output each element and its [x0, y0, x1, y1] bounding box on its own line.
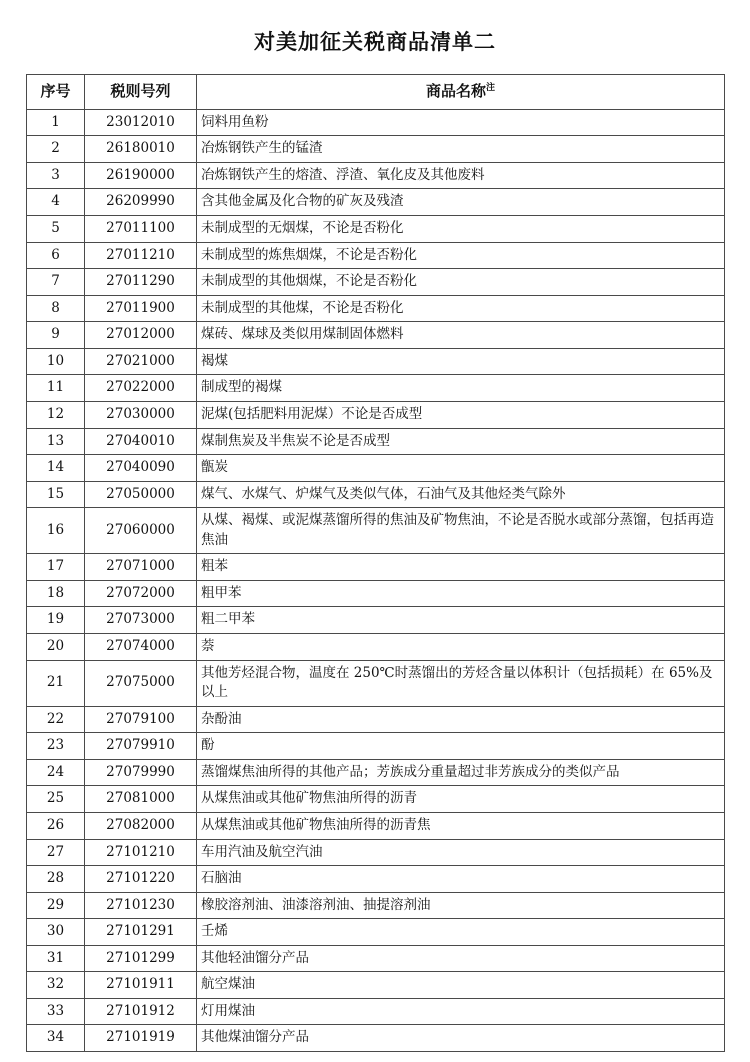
cell-seq: 12 [27, 401, 85, 428]
table-row [27, 812, 725, 839]
table-row [27, 162, 725, 189]
column-header-seq: 序号 [27, 75, 85, 110]
cell-seq: 21 [27, 660, 85, 706]
cell-seq: 2 [27, 136, 85, 163]
table-row [27, 607, 725, 634]
cell-name: 冶炼钢铁产生的锰渣 [197, 136, 725, 163]
cell-code: 27101210 [85, 839, 197, 866]
table-row [27, 242, 725, 269]
cell-name: 从煤焦油或其他矿物焦油所得的沥青焦 [197, 812, 725, 839]
cell-seq: 18 [27, 580, 85, 607]
cell-name: 杂酚油 [197, 706, 725, 733]
table-row [27, 401, 725, 428]
cell-seq: 34 [27, 1025, 85, 1052]
column-header-code: 税则号列 [85, 75, 197, 110]
cell-name: 粗苯 [197, 554, 725, 581]
cell-name: 壬烯 [197, 919, 725, 946]
cell-seq: 24 [27, 759, 85, 786]
cell-code: 27072000 [85, 580, 197, 607]
table-row [27, 189, 725, 216]
cell-code: 23012010 [85, 109, 197, 136]
table-row [27, 660, 725, 706]
table-row [27, 109, 725, 136]
cell-name: 煤气、水煤气、炉煤气及类似气体，石油气及其他烃类气除外 [197, 481, 725, 508]
cell-seq: 14 [27, 455, 85, 482]
table-row [27, 428, 725, 455]
cell-code: 26190000 [85, 162, 197, 189]
cell-seq: 6 [27, 242, 85, 269]
cell-code: 27021000 [85, 348, 197, 375]
cell-code: 27079910 [85, 733, 197, 760]
table-row [27, 269, 725, 296]
cell-code: 27040090 [85, 455, 197, 482]
cell-seq: 27 [27, 839, 85, 866]
cell-seq: 7 [27, 269, 85, 296]
cell-name: 褐煤 [197, 348, 725, 375]
cell-code: 26209990 [85, 189, 197, 216]
table-row [27, 375, 725, 402]
cell-seq: 9 [27, 322, 85, 349]
cell-name: 制成型的褐煤 [197, 375, 725, 402]
table-row [27, 136, 725, 163]
cell-name: 甑炭 [197, 455, 725, 482]
cell-seq: 4 [27, 189, 85, 216]
table-row [27, 759, 725, 786]
cell-name: 其他芳烃混合物，温度在 250℃时蒸馏出的芳烃含量以体积计（包括损耗）在 65%及以上 [197, 660, 725, 706]
cell-seq: 19 [27, 607, 85, 634]
cell-name: 煤制焦炭及半焦炭不论是否成型 [197, 428, 725, 455]
table-row [27, 580, 725, 607]
cell-seq: 15 [27, 481, 85, 508]
cell-seq: 17 [27, 554, 85, 581]
cell-code: 27073000 [85, 607, 197, 634]
table-row [27, 322, 725, 349]
column-header-name-text: 商品名称 [425, 82, 486, 100]
table-row [27, 892, 725, 919]
cell-name: 粗二甲苯 [197, 607, 725, 634]
table-row [27, 348, 725, 375]
table-header [27, 75, 725, 110]
cell-seq: 23 [27, 733, 85, 760]
table-row [27, 706, 725, 733]
cell-seq: 22 [27, 706, 85, 733]
cell-code: 27011100 [85, 216, 197, 243]
cell-name: 含其他金属及化合物的矿灰及残渣 [197, 189, 725, 216]
table-row [27, 945, 725, 972]
cell-seq: 10 [27, 348, 85, 375]
cell-name: 未制成型的其他煤，不论是否粉化 [197, 295, 725, 322]
cell-code: 27012000 [85, 322, 197, 349]
table-row [27, 295, 725, 322]
cell-code: 27081000 [85, 786, 197, 813]
cell-code: 27101220 [85, 866, 197, 893]
cell-seq: 1 [27, 109, 85, 136]
cell-code: 27030000 [85, 401, 197, 428]
cell-name: 煤砖、煤球及类似用煤制固体燃料 [197, 322, 725, 349]
cell-seq: 31 [27, 945, 85, 972]
table-body [27, 109, 725, 1051]
cell-code: 27050000 [85, 481, 197, 508]
cell-code: 27079990 [85, 759, 197, 786]
cell-name: 蒸馏煤焦油所得的其他产品；芳族成分重量超过非芳族成分的类似产品 [197, 759, 725, 786]
cell-seq: 26 [27, 812, 85, 839]
cell-code: 27082000 [85, 812, 197, 839]
cell-name: 车用汽油及航空汽油 [197, 839, 725, 866]
table-row [27, 972, 725, 999]
cell-name: 橡胶溶剂油、油漆溶剂油、抽提溶剂油 [197, 892, 725, 919]
table-row [27, 733, 725, 760]
cell-seq: 16 [27, 508, 85, 554]
cell-name: 酚 [197, 733, 725, 760]
cell-seq: 11 [27, 375, 85, 402]
table-row [27, 455, 725, 482]
cell-code: 27060000 [85, 508, 197, 554]
page-title: 对美加征关税商品清单二 [254, 30, 496, 54]
cell-seq: 32 [27, 972, 85, 999]
cell-code: 27079100 [85, 706, 197, 733]
cell-code: 27071000 [85, 554, 197, 581]
cell-code: 27101230 [85, 892, 197, 919]
column-header-name-note: 注 [486, 83, 496, 93]
cell-name: 其他轻油馏分产品 [197, 945, 725, 972]
table-row [27, 998, 725, 1025]
cell-name: 未制成型的其他烟煤，不论是否粉化 [197, 269, 725, 296]
table-row [27, 839, 725, 866]
cell-code: 27101291 [85, 919, 197, 946]
cell-seq: 30 [27, 919, 85, 946]
cell-name: 航空煤油 [197, 972, 725, 999]
cell-name: 未制成型的无烟煤，不论是否粉化 [197, 216, 725, 243]
cell-code: 27101299 [85, 945, 197, 972]
cell-name: 饲料用鱼粉 [197, 109, 725, 136]
table-row [27, 508, 725, 554]
cell-code: 27022000 [85, 375, 197, 402]
cell-seq: 25 [27, 786, 85, 813]
table-row [27, 1025, 725, 1052]
cell-code: 27101919 [85, 1025, 197, 1052]
cell-seq: 20 [27, 634, 85, 661]
table-header-row [27, 75, 725, 110]
cell-seq: 5 [27, 216, 85, 243]
table-row [27, 554, 725, 581]
cell-name: 石脑油 [197, 866, 725, 893]
cell-code: 27040010 [85, 428, 197, 455]
cell-name: 其他煤油馏分产品 [197, 1025, 725, 1052]
cell-seq: 28 [27, 866, 85, 893]
cell-code: 27101911 [85, 972, 197, 999]
cell-code: 27074000 [85, 634, 197, 661]
cell-seq: 13 [27, 428, 85, 455]
cell-seq: 29 [27, 892, 85, 919]
cell-name: 粗甲苯 [197, 580, 725, 607]
tariff-table [26, 74, 725, 1052]
cell-name: 从煤、褐煤、或泥煤蒸馏所得的焦油及矿物焦油，不论是否脱水或部分蒸馏，包括再造焦油 [197, 508, 725, 554]
cell-code: 26180010 [85, 136, 197, 163]
cell-name: 萘 [197, 634, 725, 661]
table-row [27, 634, 725, 661]
cell-code: 27075000 [85, 660, 197, 706]
table-row [27, 786, 725, 813]
table-row [27, 481, 725, 508]
cell-code: 27011900 [85, 295, 197, 322]
column-header-name [197, 75, 725, 110]
cell-name: 冶炼钢铁产生的熔渣、浮渣、氧化皮及其他废料 [197, 162, 725, 189]
table-row [27, 216, 725, 243]
cell-code: 27011290 [85, 269, 197, 296]
cell-seq: 33 [27, 998, 85, 1025]
cell-seq: 3 [27, 162, 85, 189]
cell-name: 灯用煤油 [197, 998, 725, 1025]
cell-name: 泥煤(包括肥料用泥煤）不论是否成型 [197, 401, 725, 428]
table-row [27, 919, 725, 946]
cell-name: 从煤焦油或其他矿物焦油所得的沥青 [197, 786, 725, 813]
table-row [27, 866, 725, 893]
cell-code: 27011210 [85, 242, 197, 269]
cell-name: 未制成型的炼焦烟煤，不论是否粉化 [197, 242, 725, 269]
cell-code: 27101912 [85, 998, 197, 1025]
cell-seq: 8 [27, 295, 85, 322]
